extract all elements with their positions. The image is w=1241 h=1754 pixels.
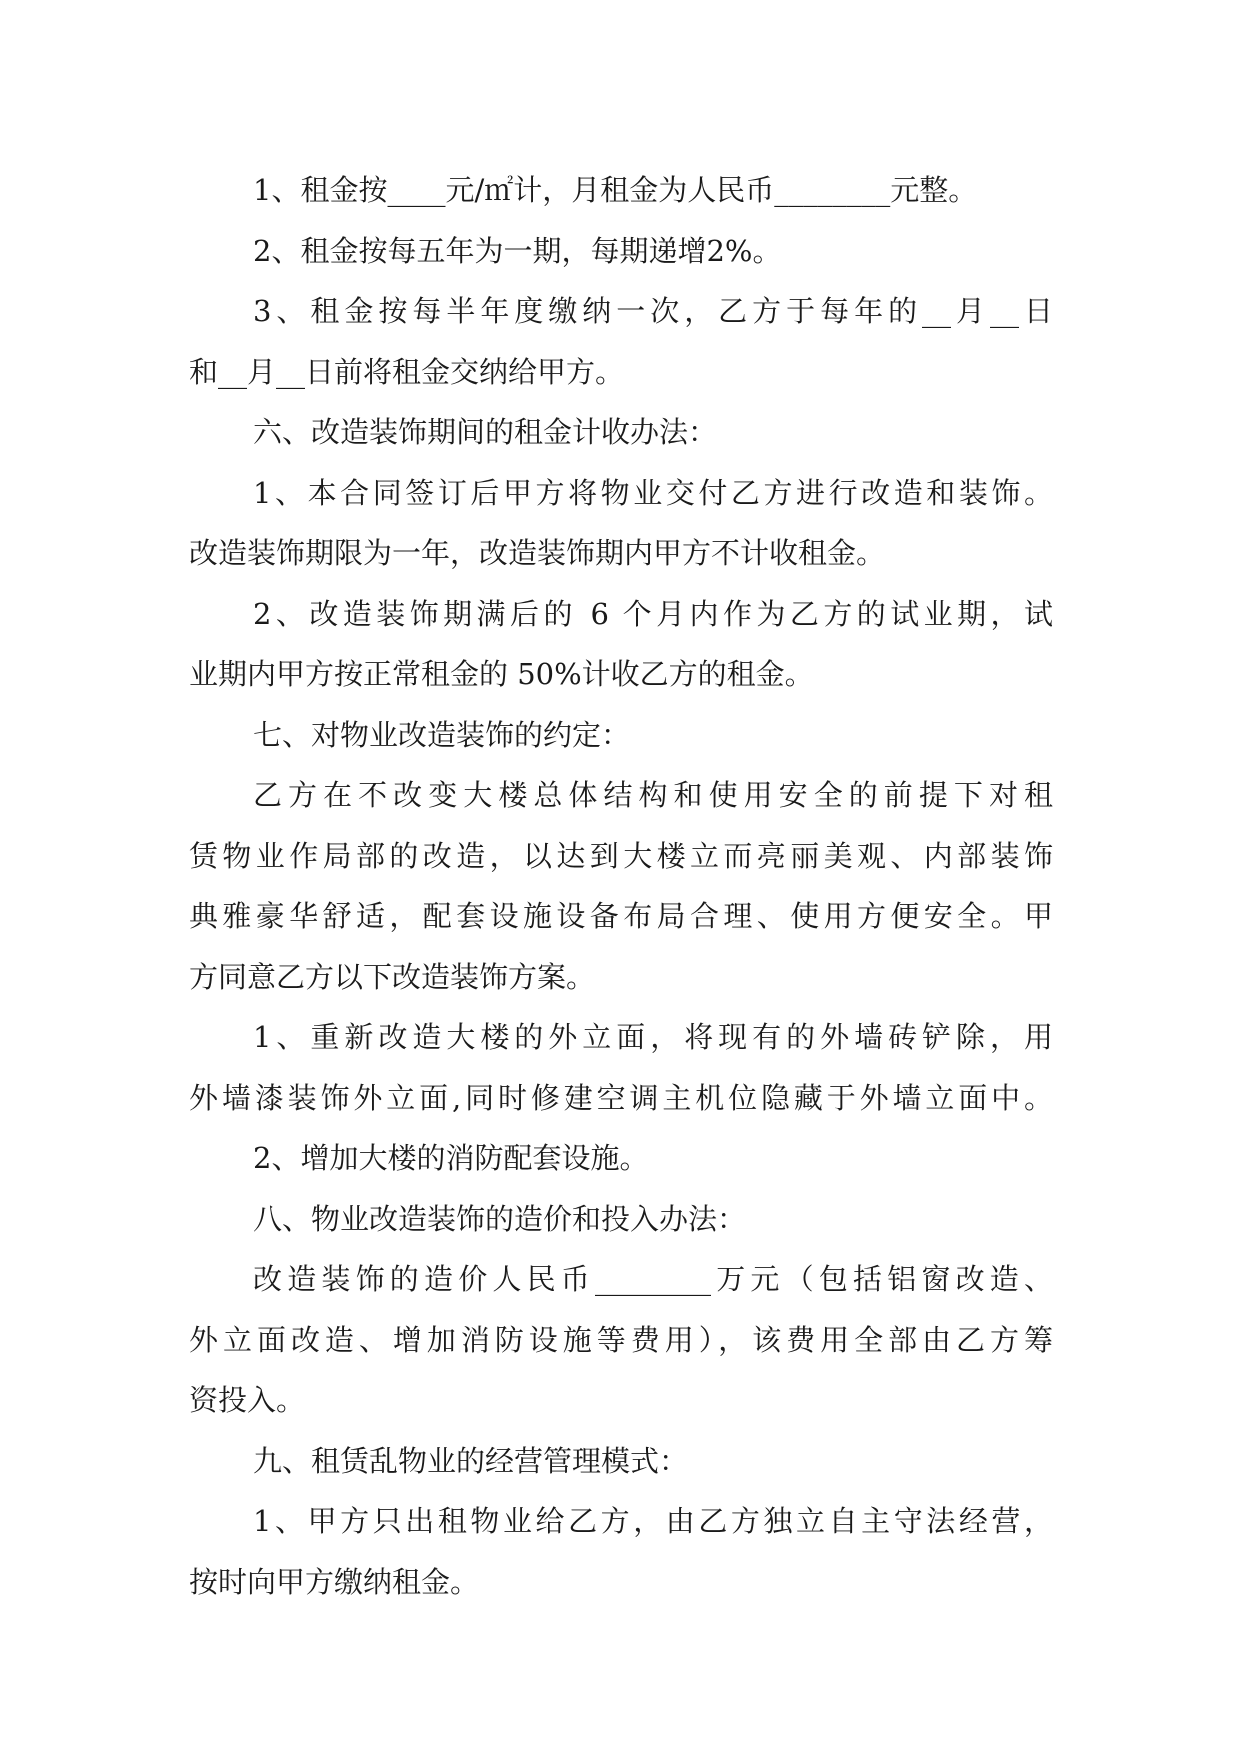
document-line: 和__月__日前将租金交纳给甲方。 xyxy=(189,354,625,389)
document-line: 1、租金按____元/㎡计，月租金为人民币________元整。 xyxy=(253,173,978,207)
document-line: 外墙漆装饰外立面,同时修建空调主机位隐藏于外墙立面中。 xyxy=(189,1080,1053,1115)
document-line: 2、增加大楼的消防配套设施。 xyxy=(253,1141,649,1175)
document-line: 赁物业作局部的改造，以达到大楼立而亮丽美观、内部装饰 xyxy=(189,838,1053,873)
document-line: 按时向甲方缴纳租金。 xyxy=(189,1564,480,1599)
document-line: 资投入。 xyxy=(189,1383,306,1417)
document-line: 改造装饰的造价人民币________万元（包括铝窗改造、 xyxy=(253,1262,1053,1296)
document-line: 1、甲方只出租物业给乙方，由乙方独立自主守法经营， xyxy=(253,1504,1053,1538)
document-line: 方同意乙方以下改造装饰方案。 xyxy=(189,959,596,994)
document-line: 典雅豪华舒适，配套设施设备布局合理、使用方便安全。甲 xyxy=(189,899,1053,933)
section-heading: 七、对物业改造装饰的约定： xyxy=(253,717,631,752)
document-line: 改造装饰期限为一年，改造装饰期内甲方不计收租金。 xyxy=(189,536,886,570)
section-heading: 九、租赁乱物业的经营管理模式： xyxy=(253,1443,689,1478)
document-body xyxy=(189,160,1053,1612)
section-heading: 八、物业改造装饰的造价和投入办法： xyxy=(253,1201,747,1236)
document-line: 2、改造装饰期满后的 6 个月内作为乙方的试业期，试 xyxy=(253,596,1053,631)
document-line: 2、租金按每五年为一期，每期递增2%。 xyxy=(253,233,782,268)
document-line: 3、租金按每半年度缴纳一次，乙方于每年的__月__日 xyxy=(253,294,1053,328)
document-line: 1、本合同签订后甲方将物业交付乙方进行改造和装饰。 xyxy=(253,475,1053,510)
document-line: 业期内甲方按正常租金的 50%计收乙方的租金。 xyxy=(189,657,814,691)
document-line: 乙方在不改变大楼总体结构和使用安全的前提下对租 xyxy=(253,778,1053,812)
document-line: 1、重新改造大楼的外立面，将现有的外墙砖铲除，用 xyxy=(253,1020,1053,1054)
section-heading: 六、改造装饰期间的租金计收办法： xyxy=(253,415,718,449)
document-line: 外立面改造、增加消防设施等费用），该费用全部由乙方筹 xyxy=(189,1322,1053,1357)
